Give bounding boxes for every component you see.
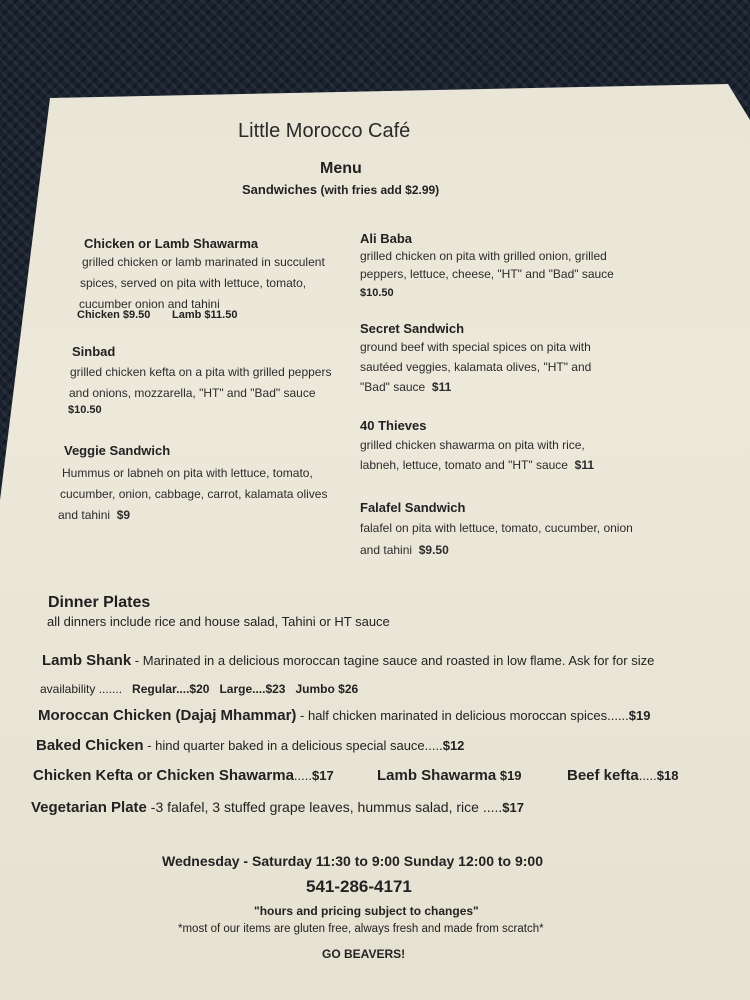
- dish-name: Lamb Shank: [42, 652, 132, 669]
- dinner-kefta-shawarma: [33, 767, 334, 784]
- item-price: $9: [116, 508, 131, 522]
- item-description: [58, 505, 130, 526]
- item-description: spices, served on pita with lettuce, tomato,: [80, 276, 307, 290]
- item-name: Sinbad: [72, 344, 116, 359]
- dinner-vegetarian-plate: [31, 799, 524, 816]
- dinner-baked-chicken: [36, 737, 464, 754]
- dish-description: - half chicken marinated in delicious moroccan spices......: [296, 708, 629, 723]
- item-price: $11: [574, 458, 595, 472]
- restaurant-title: Little Morocco Café: [238, 120, 411, 142]
- dish-name: Vegetarian Plate: [31, 799, 147, 816]
- dinner-lamb-shank: [42, 652, 654, 669]
- item-description: falafel on pita with lettuce, tomato, cucumber, onion: [360, 521, 633, 535]
- item-description: ground beef with special spices on pita with: [360, 340, 591, 354]
- dish-description: - Marinated in a delicious moroccan tagine sauce and roasted in low flame. Ask for for size: [131, 653, 655, 668]
- gluten-note: *most of our items are gluten free, always fresh and made from scratch*: [178, 923, 544, 935]
- disclaimer: "hours and pricing subject to changes": [254, 904, 479, 918]
- menu-label: Menu: [320, 160, 362, 177]
- item-price: $10.50: [68, 404, 102, 416]
- item-name: Ali Baba: [360, 231, 413, 246]
- item-description: cucumber onion and tahini: [79, 297, 220, 311]
- item-description: grilled chicken kefta on a pita with grilled peppers: [70, 365, 332, 379]
- size-jumbo: Jumbo $26: [295, 682, 359, 696]
- item-name: Chicken or Lamb Shawarma: [84, 236, 259, 251]
- dish-name: Chicken Kefta or Chicken Shawarma: [33, 767, 294, 784]
- dinner-lamb-shawarma: [377, 767, 522, 784]
- item-last-line: labneh, lettuce, tomato and "HT" sauce: [360, 458, 568, 472]
- dish-name: Baked Chicken: [36, 737, 144, 754]
- dinner-note: all dinners include rice and house salad, Tahini or HT sauce: [47, 614, 390, 629]
- item-name: Secret Sandwich: [360, 321, 465, 336]
- availability-label: availability .......: [40, 682, 123, 696]
- dish-price: $18: [656, 768, 679, 783]
- item-description: [360, 377, 451, 398]
- item-price: $10.50: [360, 287, 394, 299]
- item-description: grilled chicken or lamb marinated in succulent: [82, 255, 325, 269]
- item-price: $9.50: [418, 543, 449, 557]
- item-description: [360, 455, 594, 476]
- item-last-line: and tahini: [360, 543, 413, 557]
- dish-dots: .....: [293, 768, 312, 783]
- item-name: Falafel Sandwich: [360, 500, 466, 515]
- item-description: Hummus or labneh on pita with lettuce, tomato,: [62, 466, 313, 480]
- phone-number: 541-286-4171: [306, 877, 412, 896]
- item-description: peppers, lettuce, cheese, "HT" and "Bad" sauce: [360, 267, 614, 281]
- size-large: Large....$23: [219, 682, 286, 696]
- item-price: Lamb $11.50: [172, 309, 238, 321]
- dish-name: Beef kefta: [567, 767, 639, 784]
- dish-name: Moroccan Chicken (Dajaj Mhammar): [38, 707, 297, 724]
- opening-hours: Wednesday - Saturday 11:30 to 9:00 Sunday 12:00 to 9:00: [162, 853, 544, 869]
- item-description: cucumber, onion, cabbage, carrot, kalamata olives: [60, 487, 328, 501]
- sandwiches-heading: [242, 182, 439, 197]
- dish-dots: .....: [638, 768, 657, 783]
- sandwiches-label: Sandwiches: [242, 182, 318, 197]
- item-price: Chicken $9.50: [77, 309, 151, 321]
- size-regular: Regular....$20: [132, 682, 210, 696]
- item-last-line: "Bad" sauce: [360, 380, 426, 394]
- dish-price: $17: [311, 768, 334, 783]
- item-description: grilled chicken shawarma on pita with rice,: [360, 438, 585, 452]
- dish-price: $12: [442, 738, 465, 753]
- item-price: $11: [431, 380, 452, 394]
- item-description: and onions, mozzarella, "HT" and "Bad" sauce: [69, 386, 316, 400]
- slogan: GO BEAVERS!: [322, 947, 406, 961]
- dish-description: -3 falafel, 3 stuffed grape leaves, hummus salad, rice .....: [146, 799, 503, 815]
- item-description: [360, 540, 449, 561]
- item-name: 40 Thieves: [360, 418, 427, 433]
- dish-price: $17: [502, 800, 524, 815]
- item-description: grilled chicken on pita with grilled onion, grilled: [360, 249, 607, 263]
- dinner-lamb-shank-sizes: [40, 682, 358, 696]
- dish-name: Lamb Shawarma: [377, 767, 497, 784]
- dish-description: - hind quarter baked in a delicious special sauce.....: [143, 738, 443, 753]
- dinner-moroccan-chicken: [38, 707, 650, 724]
- sandwiches-note: (with fries add $2.99): [317, 183, 440, 197]
- item-last-line: and tahini: [58, 508, 111, 522]
- dish-price: $19: [499, 768, 522, 783]
- dinner-heading: Dinner Plates: [48, 594, 151, 611]
- dish-price: $19: [628, 708, 651, 723]
- item-description: sautéed veggies, kalamata olives, "HT" and: [360, 360, 592, 374]
- dinner-beef-kefta: [567, 767, 678, 784]
- item-name: Veggie Sandwich: [64, 443, 171, 458]
